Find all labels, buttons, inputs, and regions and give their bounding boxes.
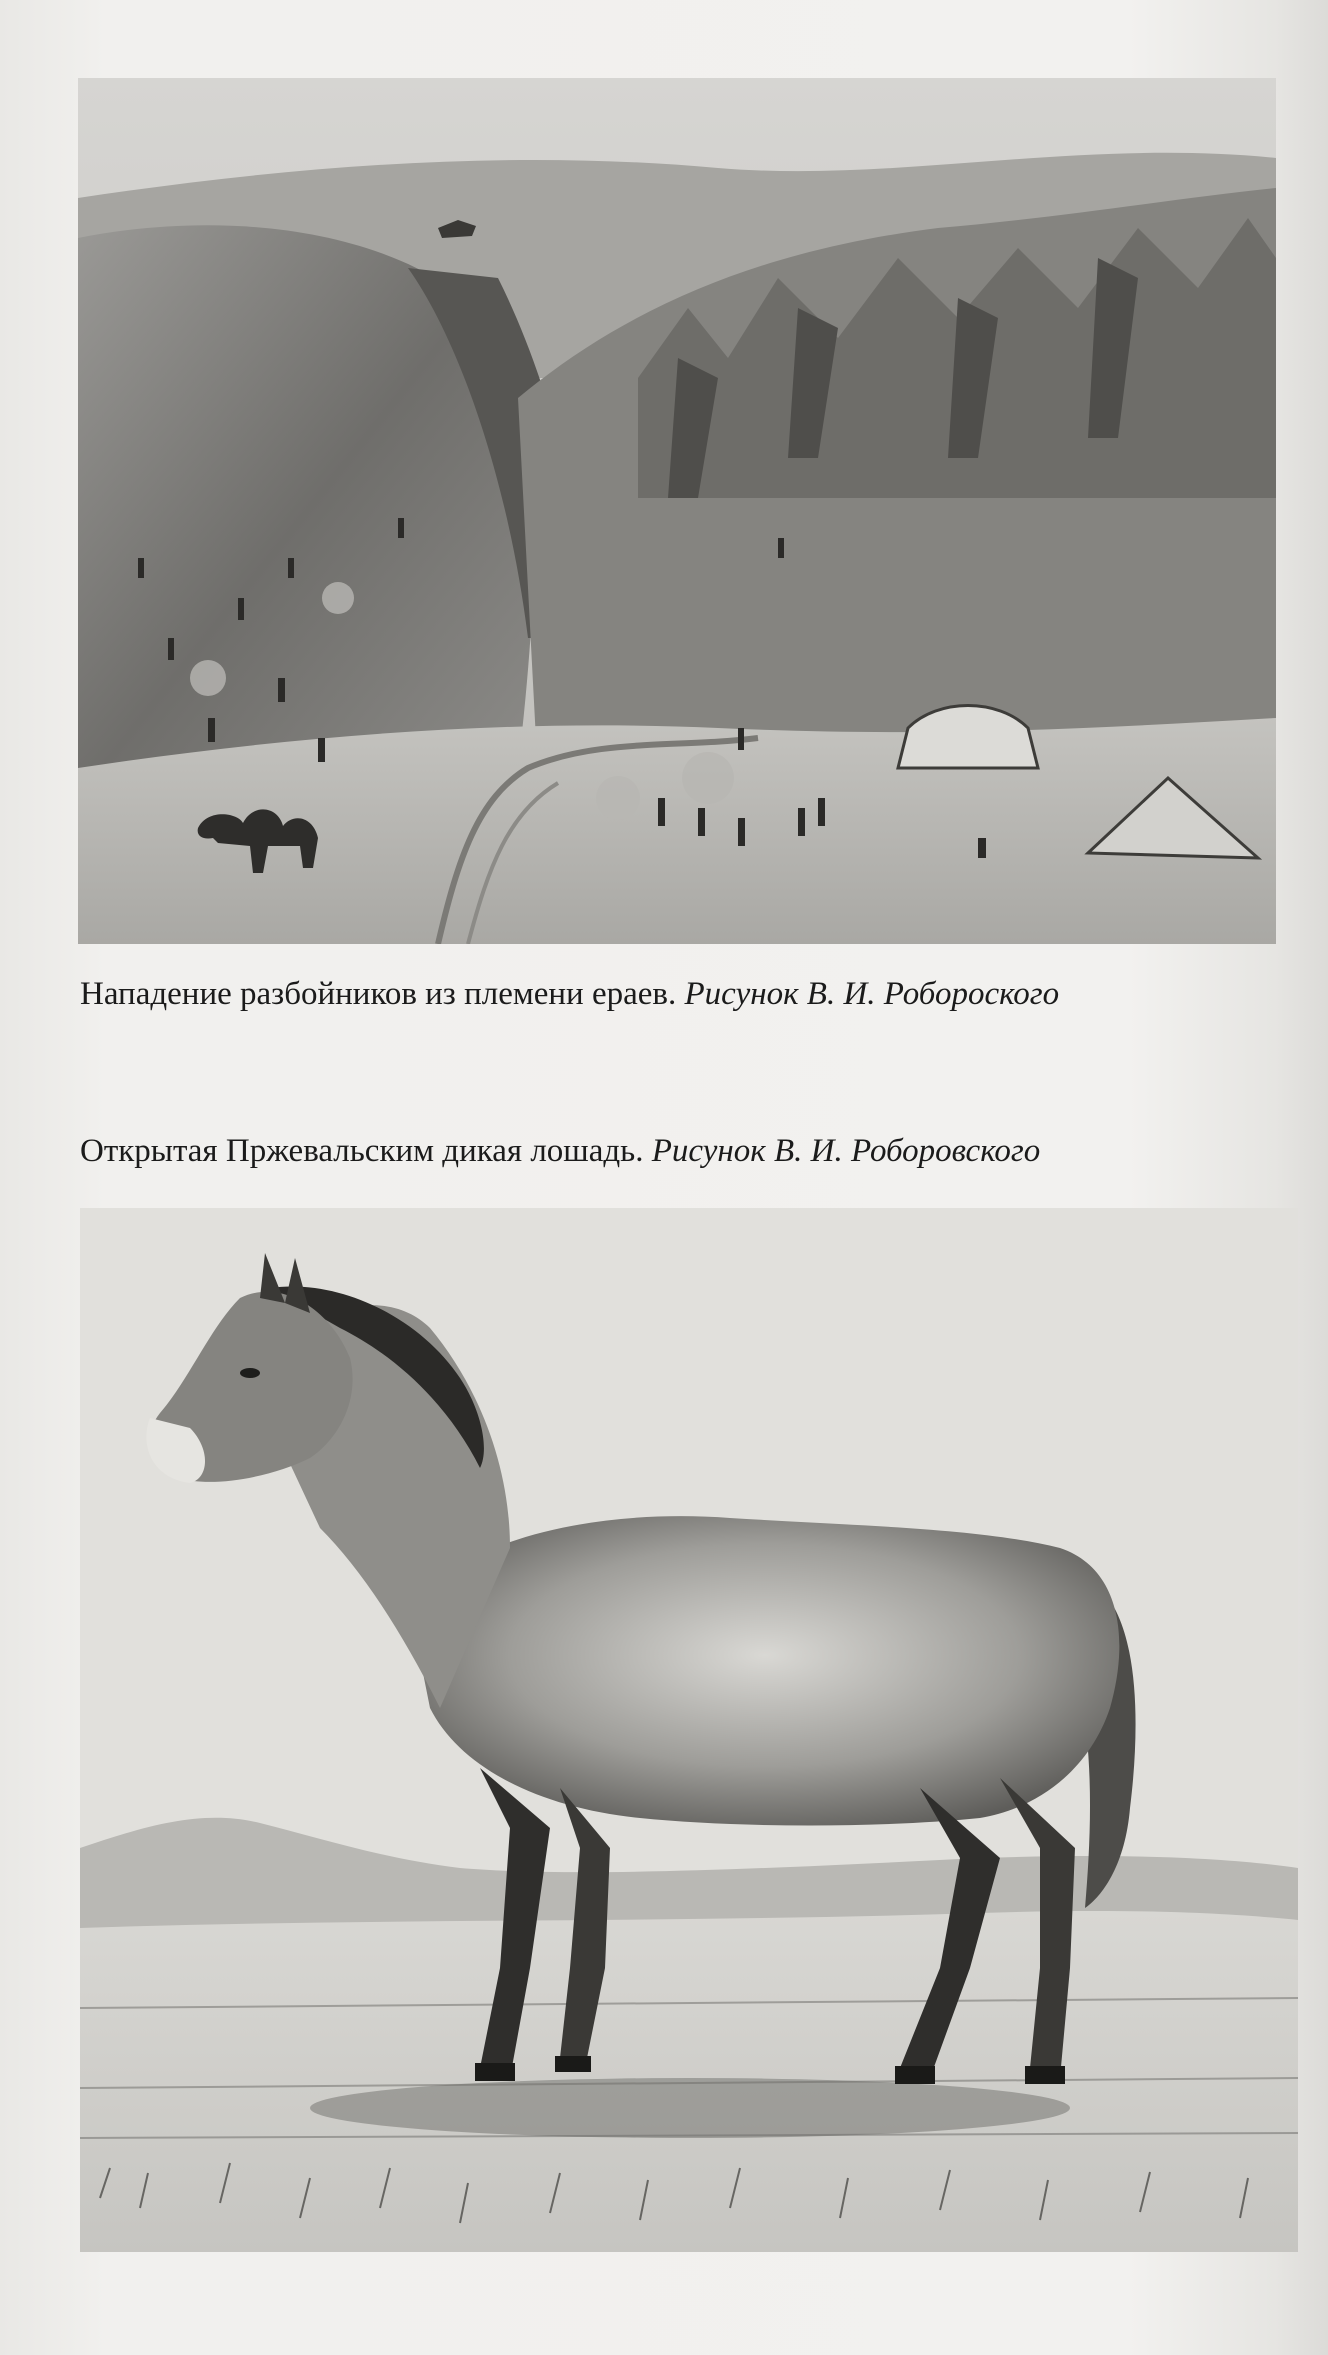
caption-author: Рисунок В. И. Роборoского (684, 976, 1060, 1012)
caption-text: Открытая Пржевальским дикая лошадь. (80, 1133, 644, 1169)
caption-text: Нападение разбойников из племени ераев. (80, 976, 677, 1012)
top-figure-caption (80, 975, 1280, 1015)
wild-horse-engraving (80, 1208, 1298, 2252)
bandit-attack-engraving (78, 78, 1276, 944)
bottom-figure-caption (80, 1132, 1280, 1172)
bandit-attack-illustration (78, 78, 1276, 944)
caption-author: Рисунок В. И. Роборовского (651, 1133, 1041, 1169)
wild-horse-illustration (80, 1208, 1298, 2252)
